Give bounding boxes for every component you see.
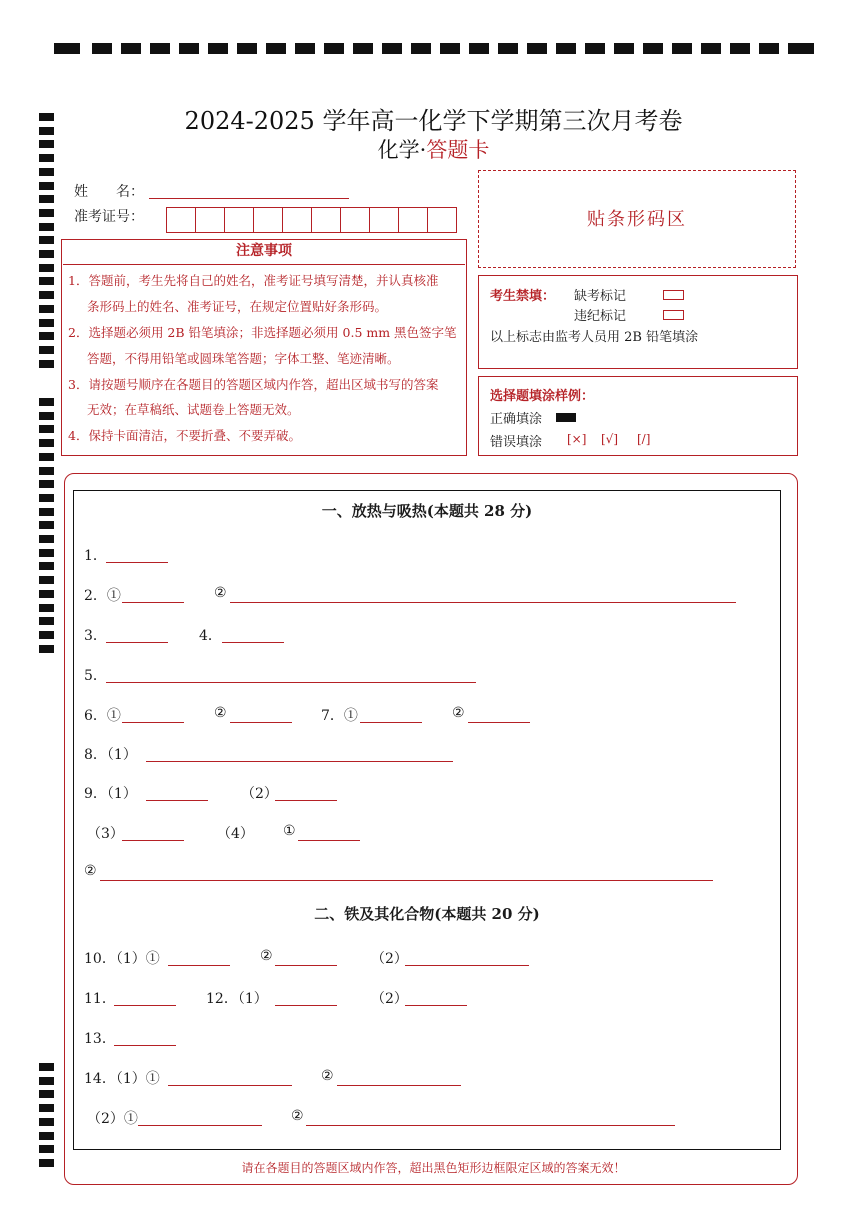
q12b-label: （2） (371, 991, 408, 1007)
q6-answer-2[interactable] (230, 721, 292, 723)
id-boxes (166, 207, 457, 233)
q1-label: 1． (84, 548, 107, 564)
answer-region-inner (73, 490, 781, 1150)
timing-mark (39, 1077, 54, 1085)
timing-mark (39, 521, 54, 529)
timing-mark (39, 425, 54, 433)
q8-label: 8．（1） (84, 747, 137, 763)
q6-label: 6．① (84, 708, 121, 724)
q9d-label: （4） (217, 826, 254, 842)
id-digit-box[interactable] (166, 207, 196, 233)
notice-line: 答题，不得用铅笔或圆珠笔答题；字体工整、笔迹清晰。 (87, 351, 400, 366)
timing-mark (39, 264, 54, 272)
timing-mark (39, 223, 54, 231)
timing-mark (39, 412, 54, 420)
q6b-label: ② (214, 705, 227, 721)
notice-title: 注意事项 (236, 243, 292, 259)
barcode-area (478, 170, 796, 268)
q11-label: 11． (84, 991, 116, 1007)
timing-mark (39, 590, 54, 598)
timing-mark (39, 332, 54, 340)
q13-answer[interactable] (114, 1044, 176, 1046)
timing-mark (39, 182, 54, 190)
q14-answer-2[interactable] (337, 1084, 461, 1086)
timing-mark (39, 549, 54, 557)
q10-answer-2[interactable] (275, 964, 337, 966)
q9b-label: （2） (241, 786, 278, 802)
violation-mark[interactable] (663, 310, 684, 320)
wrong-fill-label: 错误填涂 (490, 435, 543, 450)
q1-answer[interactable] (106, 561, 168, 563)
timing-mark (39, 1104, 54, 1112)
timing-mark (39, 453, 54, 461)
timing-mark (39, 209, 54, 217)
notice-line: 2．选择题必须用 2B 铅笔填涂；非选择题必须用 0.5 mm 黑色签字笔 (68, 325, 457, 340)
timing-mark (39, 346, 54, 354)
timing-mark (39, 631, 54, 639)
q2-answer-1[interactable] (122, 601, 184, 603)
q10-answer-1[interactable] (168, 964, 230, 966)
footer-warning: 请在各题目的答题区域内作答，超出黑色矩形边框限定区域的答案无效！ (241, 1161, 626, 1175)
id-label: 准考证号： (74, 209, 144, 225)
q7b-label: ② (452, 705, 465, 721)
timing-mark (39, 291, 54, 299)
timing-mark (39, 439, 54, 447)
q3-label: 3． (84, 628, 107, 644)
forbidden-box (478, 275, 798, 369)
q9-answer-1[interactable] (146, 799, 208, 801)
q12-answer-2[interactable] (405, 1004, 467, 1006)
timing-mark (39, 168, 54, 176)
timing-mark (39, 305, 54, 313)
q9f-label: ② (84, 863, 97, 879)
q2-answer-2[interactable] (230, 601, 736, 603)
timing-mark (39, 277, 54, 285)
q14-answer-1[interactable] (168, 1084, 292, 1086)
q14-answer-4[interactable] (306, 1124, 675, 1126)
absent-mark[interactable] (663, 290, 684, 300)
q7-answer-1[interactable] (360, 721, 422, 723)
section1-title: 一、放热与吸热(本题共 28 分) (321, 502, 533, 520)
timing-mark (39, 604, 54, 612)
id-digit-box[interactable] (428, 207, 457, 233)
q4-label: 4． (199, 628, 222, 644)
q7-label: 7．① (321, 708, 358, 724)
timing-mark (39, 562, 54, 570)
q12-label: 12．（1） (206, 991, 268, 1007)
fill-example-box (478, 376, 798, 456)
correct-fill-mark (556, 413, 576, 422)
timing-mark (39, 645, 54, 653)
page-subtitle (0, 134, 867, 164)
notice-line: 条形码上的姓名、准考证号，在规定位置贴好条形码。 (87, 299, 388, 314)
timing-mark (39, 1090, 54, 1098)
wrong-mark-cross: [×] (567, 432, 587, 446)
q4-answer[interactable] (222, 641, 284, 643)
timing-mark (39, 480, 54, 488)
violation-label: 违纪标记 (574, 309, 627, 324)
timing-mark (39, 494, 54, 502)
id-digit-box[interactable] (225, 207, 254, 233)
id-digit-box[interactable] (370, 207, 399, 233)
q9e-label: ① (283, 823, 296, 839)
wrong-mark-slash: [/] (637, 432, 651, 446)
timing-mark (39, 398, 54, 406)
timing-mark (39, 1118, 54, 1126)
q9-answer-3[interactable] (122, 839, 184, 841)
barcode-label: 贴条形码区 (587, 209, 687, 230)
timing-mark (39, 508, 54, 516)
q2b-label: ② (214, 585, 227, 601)
q13-label: 13． (84, 1031, 116, 1047)
id-digit-box[interactable] (196, 207, 225, 233)
q9-answer-5[interactable] (100, 879, 713, 881)
q14-answer-3[interactable] (138, 1124, 262, 1126)
q5-answer[interactable] (106, 681, 476, 683)
section2-title: 二、铁及其化合物(本题共 20 分) (314, 905, 540, 923)
correct-fill-label: 正确填涂 (490, 412, 543, 427)
timing-mark (39, 250, 54, 258)
id-digit-box[interactable] (399, 207, 428, 233)
subtitle-answer-card: 答题卡 (426, 138, 490, 162)
q9c-label: （3） (87, 826, 124, 842)
q14d-label: ② (291, 1108, 304, 1124)
notice-line: 3．请按题号顺序在各题目的答题区域内作答，超出区域书写的答案 (68, 377, 439, 392)
id-digit-box[interactable] (283, 207, 312, 233)
timing-mark (39, 236, 54, 244)
q10-answer-3[interactable] (405, 964, 529, 966)
q10c-label: （2） (371, 951, 408, 967)
timing-mark (39, 1145, 54, 1153)
q12-answer-1[interactable] (275, 1004, 337, 1006)
q11-answer[interactable] (114, 1004, 176, 1006)
timing-mark (39, 576, 54, 584)
timing-mark (39, 617, 54, 625)
notice-line: 无效；在草稿纸、试题卷上答题无效。 (87, 402, 300, 417)
q7-answer-2[interactable] (468, 721, 530, 723)
name-label: 姓 名： (74, 184, 144, 200)
q14-label: 14．（1）① (84, 1071, 160, 1087)
q14b-label: ② (321, 1068, 334, 1084)
notice-line: 1．答题前，考生先将自己的姓名，准考证号填写清楚，并认真核准 (68, 273, 439, 288)
id-digit-box[interactable] (341, 207, 370, 233)
q5-label: 5． (84, 668, 107, 684)
name-field[interactable] (149, 198, 349, 199)
q8-answer[interactable] (146, 760, 453, 762)
timing-mark (39, 1132, 54, 1140)
q9-label: 9．（1） (84, 786, 137, 802)
wrong-mark-check: [√] (601, 432, 619, 446)
q14c-label: （2）① (87, 1111, 138, 1127)
timing-mark (39, 467, 54, 475)
timing-mark (39, 195, 54, 203)
q3-answer[interactable] (106, 641, 168, 643)
absent-label: 缺考标记 (574, 289, 627, 304)
timing-mark (39, 319, 54, 327)
q6-answer-1[interactable] (122, 721, 184, 723)
id-digit-box[interactable] (312, 207, 341, 233)
id-digit-box[interactable] (254, 207, 283, 233)
notice-title-bar (63, 239, 465, 265)
q10b-label: ② (260, 948, 273, 964)
notice-line: 4．保持卡面清洁，不要折叠、不要弄破。 (68, 428, 301, 443)
q10-label: 10．（1）① (84, 951, 160, 967)
fill-example-title: 选择题填涂样例： (490, 389, 595, 404)
timing-mark (39, 360, 54, 368)
subtitle-subject: 化学· (377, 138, 427, 162)
forbidden-note: 以上标志由监考人员用 2B 铅笔填涂 (490, 330, 699, 345)
q9-answer-4[interactable] (298, 839, 360, 841)
timing-mark (39, 535, 54, 543)
q2-label: 2．① (84, 588, 121, 604)
timing-mark (39, 1063, 54, 1071)
q9-answer-2[interactable] (275, 799, 337, 801)
forbidden-title: 考生禁填： (490, 289, 556, 304)
page-title: 2024-2025 学年高一化学下学期第三次月考卷 (184, 107, 683, 135)
